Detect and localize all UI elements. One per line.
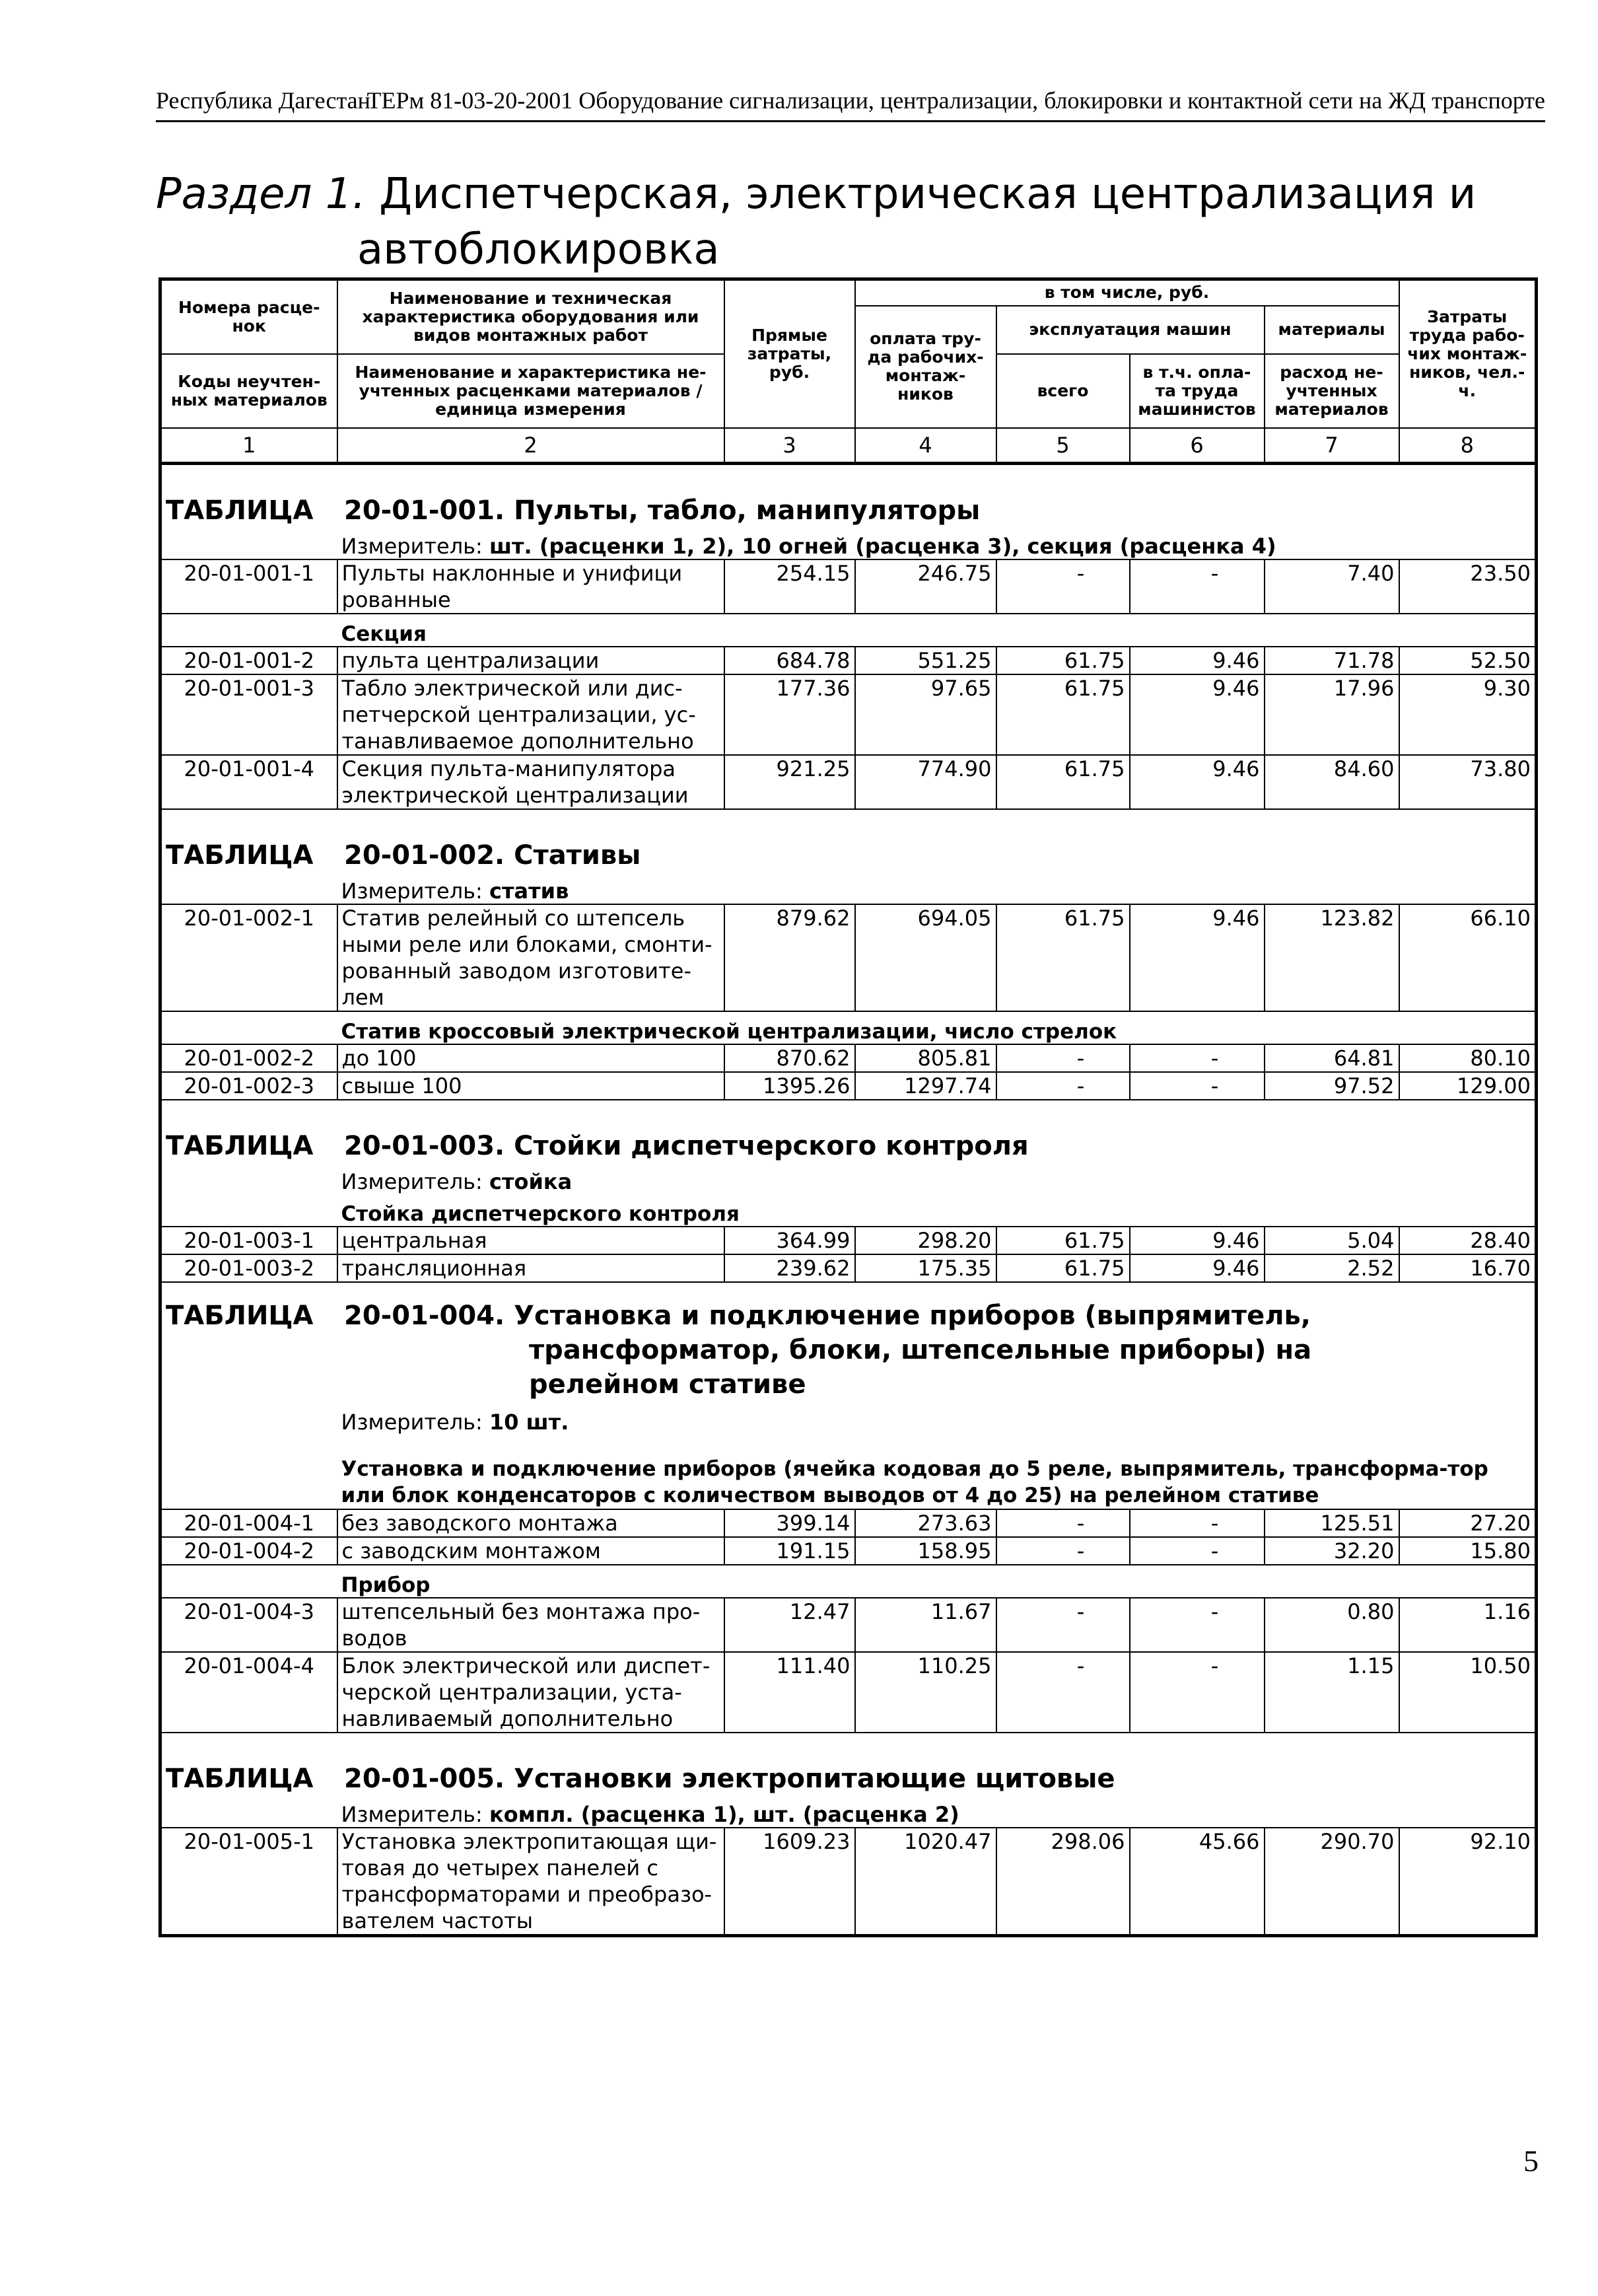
col-header-material-codes: Коды неучтен-ных материалов [160, 354, 337, 428]
subgroup-row: Статив кроссовый электрической централизации, число стрелок [160, 1011, 1537, 1044]
table-row: 20-01-002-1 Статив релейный со штепсель ными реле или блоками, смонти-рованный заводом изготовите-лем 879.62 694.05 61.75 9.46 123.82 66.10 [160, 904, 1537, 1011]
measure-row: Измеритель: шт. (расценки 1, 2), 10 огней (расценка 3), секция (расценка 4) [160, 526, 1537, 559]
table-title: ТАБЛИЦА 20-01-003. Стойки диспетчерского контроля [160, 1100, 1537, 1161]
col-header-machinist-pay: в т.ч. опла-та труда машинистов [1130, 354, 1265, 428]
header-region: Республика Дагестан [156, 87, 370, 114]
table-title: ТАБЛИЦА 20-01-004. Установка и подключение приборов (выпрямитель, трансформатор, блоки, штепсельные приборы) на релейном стативе [160, 1282, 1537, 1402]
running-header [156, 81, 1545, 122]
col-header-labor: Затраты труда рабо-чих монтаж-ников, чел.-ч. [1399, 279, 1537, 429]
table-title: ТАБЛИЦА 20-01-002. Стативы [160, 809, 1537, 871]
col-header-machines: эксплуатация машин [996, 306, 1265, 355]
subgroup-row: Секция [160, 614, 1537, 647]
table-row: 20-01-003-2 трансляционная 239.62 175.35 61.75 9.46 2.52 16.70 [160, 1254, 1537, 1282]
table-row: 20-01-002-2 до 100 870.62 805.81 - - 64.81 80.10 [160, 1044, 1537, 1072]
subgroup-row: Стойка диспетчерского контроля [160, 1194, 1537, 1227]
table-row: 20-01-004-3 штепсельный без монтажа про-водов 12.47 11.67 - - 0.80 1.16 [160, 1598, 1537, 1652]
measure-row: Измеритель: статив [160, 871, 1537, 904]
table-row: 20-01-002-3 свыше 100 1395.26 1297.74 - - 97.52 129.00 [160, 1072, 1537, 1100]
measure-row: Измеритель: компл. (расценка 1), шт. (расценка 2) [160, 1794, 1537, 1828]
section-title [156, 166, 1476, 277]
col-header-including: в том числе, руб. [855, 279, 1399, 306]
table-row: 20-01-001-1 Пульты наклонные и унифици рованные 254.15 246.75 - - 7.40 23.50 [160, 559, 1537, 614]
table-title: ТАБЛИЦА 20-01-005. Установки электропитающие щитовые [160, 1733, 1537, 1794]
col-header-direct-costs: Прямые затраты, руб. [724, 279, 855, 429]
table-row: 20-01-004-4 Блок электрической или диспет-черской централизации, уста-навливаемый дополнительно 111.40 110.25 - - 1.15 10.50 [160, 1652, 1537, 1733]
measure-row: Измеритель: стойка [160, 1161, 1537, 1194]
section-title-line1: Диспетчерская, электрическая централизация и [379, 170, 1476, 219]
header-document-title: ТЕРм 81-03-20-2001 Оборудование сигнализации, централизации, блокировки и контактной сети на ЖД транспорте [366, 87, 1545, 114]
col-header-materials: материалы [1265, 306, 1399, 355]
table-title: ТАБЛИЦА 20-01-001. Пульты, табло, манипуляторы [160, 464, 1537, 526]
subgroup-row: Установка и подключение приборов (ячейка кодовая до 5 реле, выпрямитель, трансформа-тор или блок конденсаторов с количеством выводов от 4 до 25) на релейном стативе [160, 1435, 1537, 1509]
subgroup-row: Прибор [160, 1565, 1537, 1598]
col-header-name: Наименование и техническая характеристика оборудования или видов монтажных работ [337, 279, 724, 355]
section-title-line2: автоблокировка [357, 225, 720, 274]
col-header-unaccounted-materials: расход не-учтенных материалов [1265, 354, 1399, 428]
table-row: 20-01-004-1 без заводского монтажа 399.14 273.63 - - 125.51 27.20 [160, 1509, 1537, 1537]
page-number: 5 [1523, 2144, 1539, 2178]
measure-row: Измеритель: 10 шт. [160, 1402, 1537, 1435]
table-row: 20-01-003-1 центральная 364.99 298.20 61.75 9.46 5.04 28.40 [160, 1227, 1537, 1254]
col-header-worker-pay: оплата тру-да рабочих-монтаж-ников [855, 306, 996, 429]
col-header-machines-total: всего [996, 354, 1130, 428]
table-row: 20-01-001-2 пульта централизации 684.78 551.25 61.75 9.46 71.78 52.50 [160, 647, 1537, 674]
section-prefix: Раздел 1. [156, 170, 366, 219]
col-header-rate-numbers: Номера расце-нок [160, 279, 337, 355]
table-row: 20-01-004-2 с заводским монтажом 191.15 158.95 - - 32.20 15.80 [160, 1537, 1537, 1565]
column-numbers-row: 1 2 3 4 5 6 7 8 [160, 428, 1537, 464]
rates-table [158, 277, 1538, 1937]
table-row: 20-01-005-1 Установка электропитающая щи-товая до четырех панелей с трансформаторами и преобразо-вателем частоты 1609.23 1020.47 298.06 45.66 290.70 92.10 [160, 1828, 1537, 1936]
table-row: 20-01-001-4 Секция пульта-манипулятора электрической централизации 921.25 774.90 61.75 9.46 84.60 73.80 [160, 755, 1537, 809]
table-row: 20-01-001-3 Табло электрической или дис-петчерской централизации, ус-танавливаемое дополнительно 177.36 97.65 61.75 9.46 17.96 9.30 [160, 674, 1537, 755]
col-header-material-names: Наименование и характеристика не-учтенных расценками материалов / единица измерения [337, 354, 724, 428]
